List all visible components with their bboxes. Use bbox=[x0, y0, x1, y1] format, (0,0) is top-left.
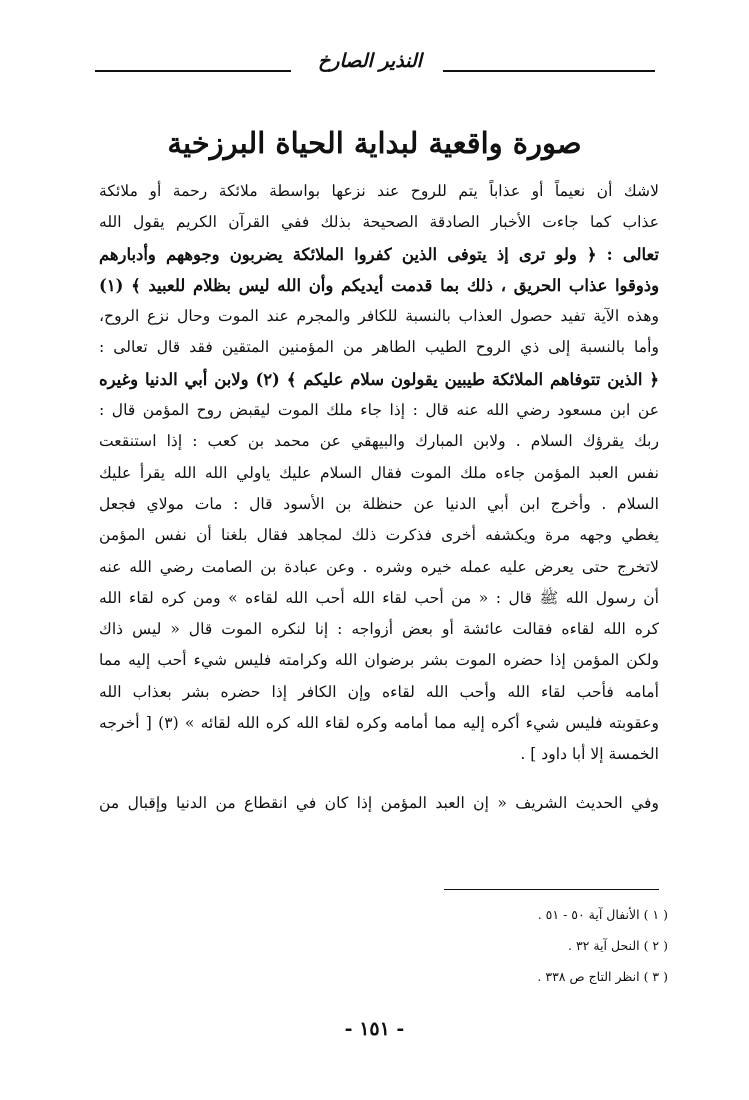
footnote: ( ٢ ) النحل آية ٣٢ . bbox=[568, 938, 668, 953]
text-line: لاشك أن نعيماً أو عذاباً يتم للروح عند نزعها بواسطة ملائكة رحمة أو ملائكة bbox=[99, 182, 659, 200]
footnotes bbox=[300, 902, 668, 995]
header-rule-right bbox=[443, 70, 655, 72]
footnote-rule bbox=[444, 889, 659, 890]
text-line: السلام . وأخرج ابن أبي الدنيا عن حنظلة بن الأسود قال : مات مولاي فجعل bbox=[99, 494, 659, 513]
chapter-title: صورة واقعية لبداية الحياة البرزخية bbox=[167, 126, 582, 160]
page-number: - ١٥١ - bbox=[344, 1018, 405, 1040]
running-title: النذير الصارخ bbox=[318, 50, 422, 72]
text-line: أمامه فأحب لقاء الله وأحب الله لقاءه وإن الكافر إذا حضره بشر بعذاب الله bbox=[99, 682, 659, 701]
text-line: نفس العبد المؤمن جاءه ملك الموت فقال السلام عليك ياولي الله الله يقرأ عليك bbox=[99, 463, 659, 482]
header-rule-left bbox=[95, 70, 291, 72]
running-header bbox=[95, 50, 655, 80]
text-line: وفي الحديث الشريف « إن العبد المؤمن إذا كان في انقطاع من الدنيا وإقبال من bbox=[99, 793, 659, 812]
footnote: ( ٣ ) انظر التاج ص ٣٣٨ . bbox=[537, 969, 668, 984]
text-line: الخمسة إلا أبا داود ] . bbox=[520, 745, 659, 764]
text-line: لاتخرج حتى يعرض عليه عمله خيره وشره . وعن عبادة بن الصامت رضي الله عنه bbox=[99, 557, 659, 576]
text-line: وهذه الآية تفيد حصول العذاب بالنسبة للكافر والمجرم عند الموت وحال نزع الروح، bbox=[99, 307, 659, 326]
text-line: ولكن المؤمن إذا حضره الموت بشر برضوان الله وكرامته فليس شيء أحب إليه مما bbox=[99, 651, 659, 670]
text-line: يغطي وجهه مرة ويكشفه أخرى فذكرت ذلك لمجاهد فقال بلغنا أن نفس المؤمن bbox=[99, 526, 659, 545]
text-line: عذاب كما جاءت الأخبار الصادقة الصحيحة بذلك ففي القرآن الكريم يقول الله bbox=[99, 213, 659, 232]
text-line: أن رسول الله ﷺ قال : « من أحب لقاء الله أحب الله لقاءه » ومن كره لقاء الله bbox=[99, 588, 659, 607]
footnote: ( ١ ) الأنفال آية ٥٠ - ٥١ . bbox=[537, 907, 668, 922]
text-line: وعقوبته فليس شيء أكره إليه مما أمامه وكره لقاء الله كره الله لقائه » (٣) [ أخرجه bbox=[99, 714, 659, 733]
text-line: وأما بالنسبة إلى ذي الروح الطيب الطاهر من المؤمنين المتقين فقد قال تعالى : bbox=[99, 338, 659, 357]
quran-line: ﴿ الذين تتوفاهم الملائكة طيبين يقولون سلام عليكم ﴾ (٢) ولابن أبي الدنيا وغيره bbox=[99, 369, 659, 389]
text-line: عن ابن مسعود رضي الله عنه قال : إذا جاء ملك الموت ليقبض روح المؤمن قال : bbox=[99, 401, 659, 420]
quran-line: تعالى : ﴿ ولو ترى إذ يتوفى الذين كفروا الملائكة يضربون وجوههم وأدبارهم bbox=[99, 244, 659, 264]
text-line: ربك يقرؤك السلام . ولابن المبارك والبيهقي عن محمد بن كعب : إذا استنقعت bbox=[99, 432, 659, 451]
body-text bbox=[99, 176, 659, 819]
paragraph-gap bbox=[99, 771, 659, 788]
quran-line: وذوقوا عذاب الحريق ، ذلك بما قدمت أيديكم وأن الله ليس بظلام للعبيد ﴾ (١) bbox=[99, 275, 659, 295]
text-line: كره الله لقاءه فقالت عائشة أو بعض أزواجه : إنا لنكره الموت قال « ليس ذاك bbox=[99, 620, 659, 639]
